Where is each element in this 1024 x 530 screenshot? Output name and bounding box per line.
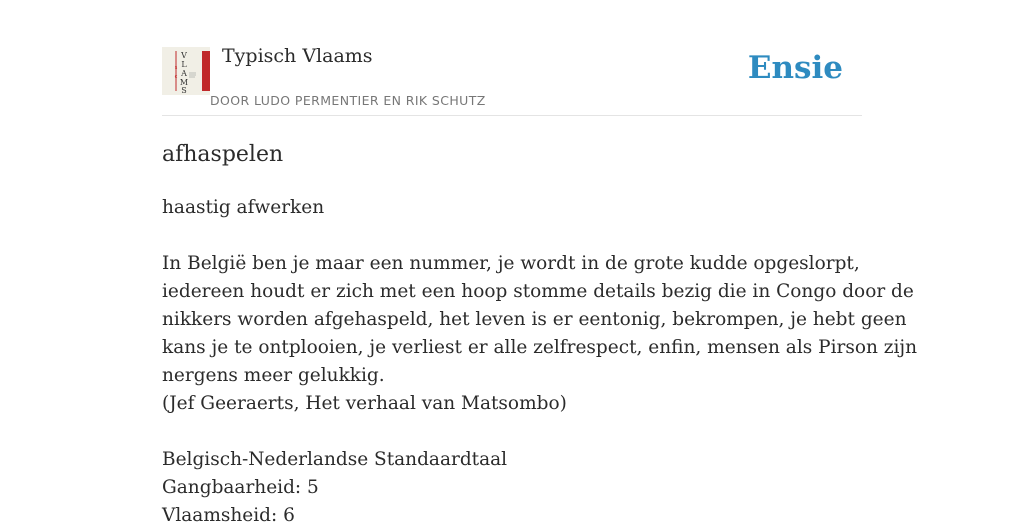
quote-line: nikkers worden afgehaspeld, het leven is er eentonig, bekrompen, je hebt geen (162, 309, 907, 330)
ensie-logo-link[interactable]: Ensie (747, 50, 843, 86)
svg-text:i: i (175, 53, 177, 59)
svg-text:c: c (174, 74, 178, 80)
quote-line: iedereen houdt er zich met een hoop stomme details bezig die in Congo door de (162, 281, 914, 302)
quote-source: (Jef Geeraerts, Het verhaal van Matsombo) (162, 393, 567, 414)
entry-word: afhaspelen (162, 142, 284, 167)
page (162, 0, 918, 530)
entry-definition: haastig afwerken (162, 197, 325, 218)
quote-line: In België ben je maar een nummer, je wordt in de grote kudde opgeslorpt, (162, 253, 860, 274)
header (162, 0, 862, 116)
quote-line: nergens meer gelukkig. (162, 365, 385, 386)
svg-text:M: M (179, 78, 189, 87)
meta-language: Belgisch-Nederlandse Standaardtaal (162, 449, 508, 470)
entry-meta (162, 446, 862, 530)
svg-text:s: s (174, 65, 178, 71)
quote-line: kans je te ontplooien, je verliest er alle zelfrespect, enfin, mensen als Pirson zijn (162, 337, 918, 358)
entry-quote (162, 250, 918, 418)
meta-gangbaarheid: Gangbaarheid: 5 (162, 477, 319, 498)
meta-vlaamsheid: Vlaamsheid: 6 (162, 505, 295, 526)
book-title[interactable]: Typisch Vlaams (222, 45, 373, 67)
book-authors: DOOR LUDO PERMENTIER EN RIK SCHUTZ (210, 93, 486, 108)
svg-text:A: A (181, 69, 187, 78)
entry-content (162, 116, 918, 530)
book-cover-icon[interactable] (162, 47, 210, 95)
book-cover-icon-graphic (162, 47, 210, 95)
svg-text:V: V (181, 51, 187, 60)
svg-text:L: L (181, 60, 187, 69)
svg-text:S: S (181, 86, 187, 95)
